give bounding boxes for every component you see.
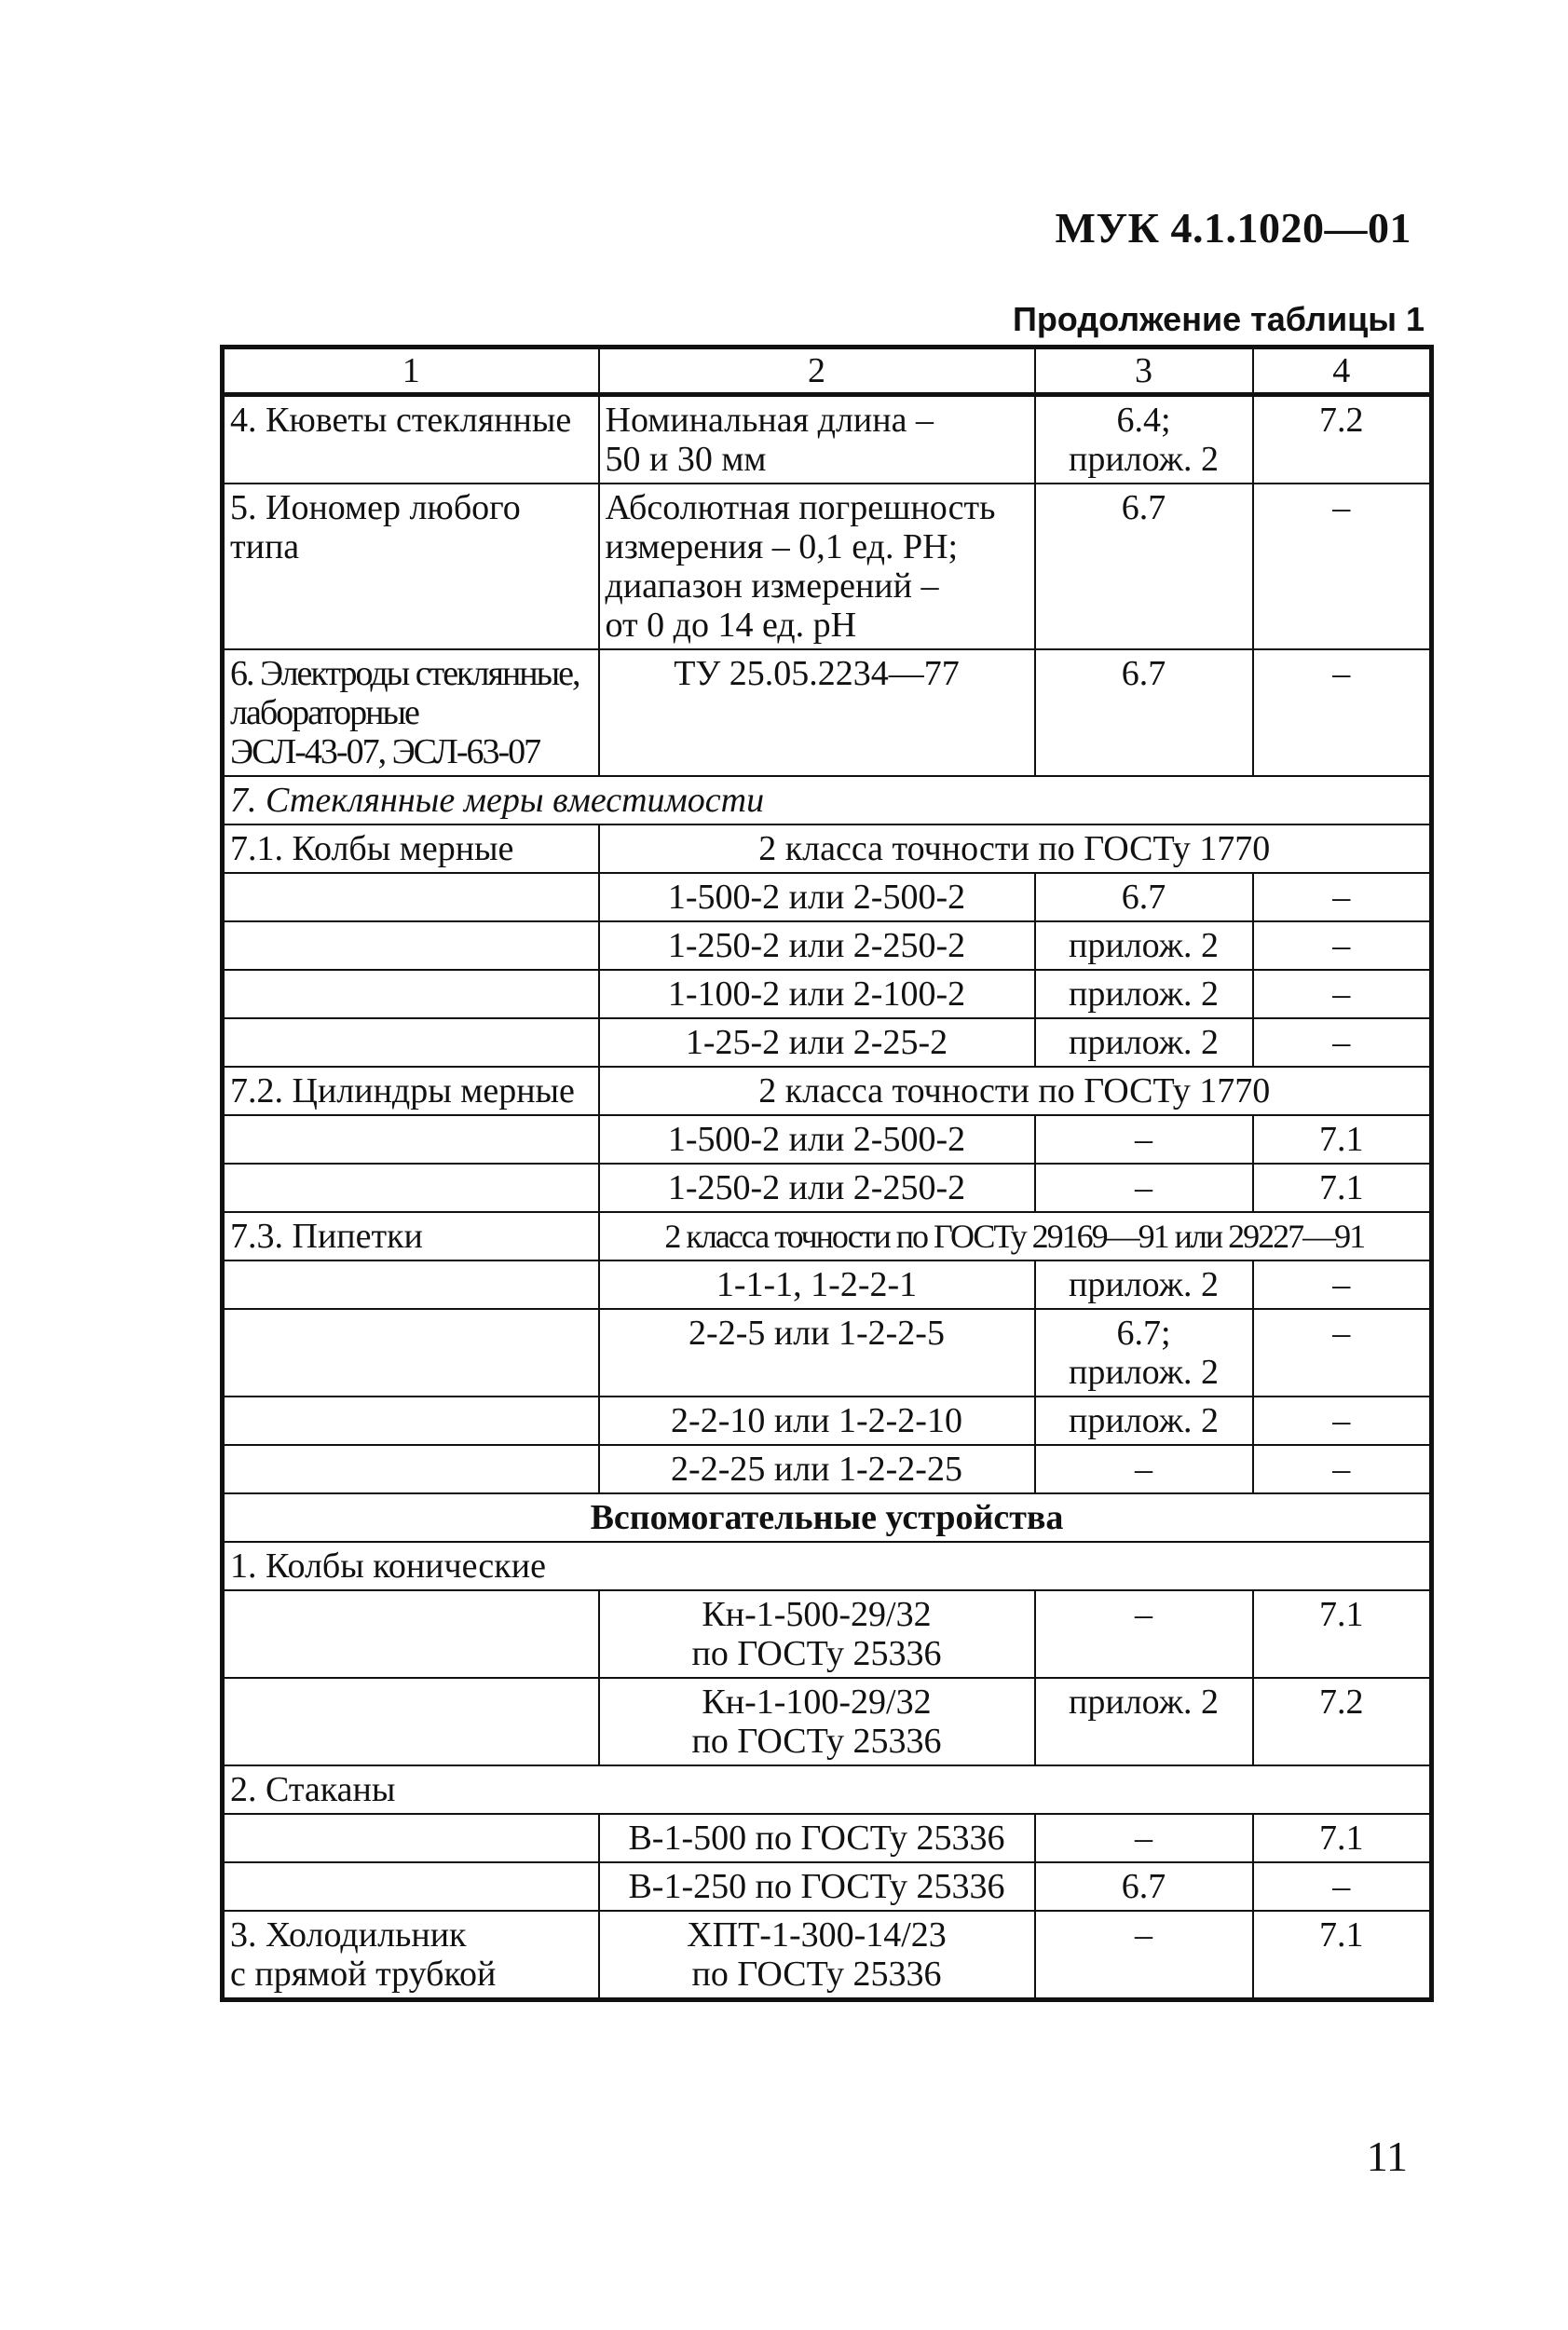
document-code: МУК 4.1.1020—01	[1055, 204, 1411, 252]
test-clause-cell: 6.7; прилож. 2	[1035, 1309, 1253, 1397]
table-row	[223, 1542, 1432, 1590]
specification-cell: Кн-1-500-29/32 по ГОСТу 25336	[599, 1590, 1035, 1678]
specification-cell: 1-500-2 или 2-500-2	[599, 1115, 1035, 1164]
test-clause-cell: прилож. 2	[1035, 1260, 1253, 1309]
method-clause-cell: 7.1	[1253, 1164, 1432, 1212]
specification-cell: 1-500-2 или 2-500-2	[599, 873, 1035, 921]
method-clause-cell: 7.1	[1253, 1590, 1432, 1678]
item-name-cell	[223, 1260, 599, 1309]
item-name-cell: 5. Иономер любого типа	[223, 484, 599, 649]
item-name-cell: 4. Кюветы стеклянные	[223, 395, 599, 484]
table-row	[223, 1911, 1432, 2000]
specification-cell: ХПТ-1-300-14/23 по ГОСТу 25336	[599, 1911, 1035, 2000]
item-name-cell	[223, 921, 599, 970]
test-clause-cell: 6.7	[1035, 484, 1253, 649]
method-clause-cell: –	[1253, 1260, 1432, 1309]
specification-cell: В-1-250 по ГОСТу 25336	[599, 1862, 1035, 1911]
test-clause-cell: –	[1035, 1445, 1253, 1493]
page-number: 11	[1366, 2132, 1408, 2180]
accuracy-class-cell: 2 класса точности по ГОСТу 29169—91 или 29227—91	[599, 1212, 1432, 1260]
test-clause-cell: прилож. 2	[1035, 970, 1253, 1018]
method-clause-cell: –	[1253, 921, 1432, 970]
accuracy-class-cell: 2 класса точности по ГОСТу 1770	[599, 824, 1432, 873]
group-title-cell: 2. Стаканы	[223, 1765, 1432, 1814]
item-name-cell	[223, 1862, 599, 1911]
specification-cell: Абсолютная погрешность измерения – 0,1 ед. PH; диапазон измерений – от 0 до 14 ед. pH	[599, 484, 1035, 649]
specification-cell: 2-2-25 или 1-2-2-25	[599, 1445, 1035, 1493]
method-clause-cell: –	[1253, 1018, 1432, 1067]
specification-cell: 2-2-5 или 1-2-2-5	[599, 1309, 1035, 1397]
item-name-cell: 7.2. Цилиндры мерные	[223, 1067, 599, 1115]
column-header-2: 2	[599, 347, 1035, 395]
specification-cell: Кн-1-100-29/32 по ГОСТу 25336	[599, 1678, 1035, 1765]
specification-cell: 1-100-2 или 2-100-2	[599, 970, 1035, 1018]
group-title-cell: 1. Колбы конические	[223, 1542, 1432, 1590]
table-row	[223, 1115, 1432, 1164]
specification-cell: 1-25-2 или 2-25-2	[599, 1018, 1035, 1067]
method-clause-cell: –	[1253, 649, 1432, 776]
table-row	[223, 484, 1432, 649]
method-clause-cell: 7.1	[1253, 1814, 1432, 1862]
method-clause-cell: –	[1253, 1397, 1432, 1445]
test-clause-cell: –	[1035, 1911, 1253, 2000]
table-row	[223, 1397, 1432, 1445]
table-row	[223, 1445, 1432, 1493]
table-header-row	[223, 347, 1432, 395]
item-name-cell: 7.1. Колбы мерные	[223, 824, 599, 873]
test-clause-cell: 6.7	[1035, 1862, 1253, 1911]
table-continuation-caption: Продолжение таблицы 1	[1012, 300, 1425, 338]
column-header-1: 1	[223, 347, 599, 395]
table-row	[223, 1590, 1432, 1678]
method-clause-cell: 7.1	[1253, 1911, 1432, 2000]
table-row	[223, 1067, 1432, 1115]
specification-cell: 1-250-2 или 2-250-2	[599, 921, 1035, 970]
item-name-cell	[223, 1678, 599, 1765]
table-row	[223, 1309, 1432, 1397]
table-row	[223, 1018, 1432, 1067]
table-row	[223, 921, 1432, 970]
test-clause-cell: 6.4; прилож. 2	[1035, 395, 1253, 484]
specification-cell: В-1-500 по ГОСТу 25336	[599, 1814, 1035, 1862]
test-clause-cell: –	[1035, 1115, 1253, 1164]
item-name-cell	[223, 1814, 599, 1862]
specification-cell: ТУ 25.05.2234—77	[599, 649, 1035, 776]
item-name-cell	[223, 1445, 599, 1493]
table-row	[223, 1678, 1432, 1765]
table-row	[223, 1260, 1432, 1309]
equipment-table	[220, 345, 1434, 2002]
method-clause-cell: 7.2	[1253, 1678, 1432, 1765]
table-row	[223, 873, 1432, 921]
table-row	[223, 1493, 1432, 1542]
item-name-cell	[223, 1397, 599, 1445]
specification-cell: 1-1-1, 1-2-2-1	[599, 1260, 1035, 1309]
method-clause-cell: 7.1	[1253, 1115, 1432, 1164]
test-clause-cell: –	[1035, 1814, 1253, 1862]
method-clause-cell: –	[1253, 1862, 1432, 1911]
test-clause-cell: прилож. 2	[1035, 1397, 1253, 1445]
table-row	[223, 1212, 1432, 1260]
test-clause-cell: 6.7	[1035, 873, 1253, 921]
item-name-cell	[223, 1164, 599, 1212]
table-row	[223, 1862, 1432, 1911]
method-clause-cell: –	[1253, 484, 1432, 649]
table-row	[223, 1814, 1432, 1862]
method-clause-cell: –	[1253, 1445, 1432, 1493]
test-clause-cell: прилож. 2	[1035, 1018, 1253, 1067]
item-name-cell	[223, 1309, 599, 1397]
item-name-cell: 6. Электроды стеклянные, лабораторные ЭСЛ-43-07, ЭСЛ-63-07	[223, 649, 599, 776]
item-name-cell: 7.3. Пипетки	[223, 1212, 599, 1260]
item-name-cell	[223, 1590, 599, 1678]
table-row	[223, 1765, 1432, 1814]
equipment-table-container	[220, 345, 1429, 2002]
table-row	[223, 824, 1432, 873]
table-row	[223, 395, 1432, 484]
specification-cell: 2-2-10 или 1-2-2-10	[599, 1397, 1035, 1445]
method-clause-cell: –	[1253, 1309, 1432, 1397]
item-name-cell	[223, 873, 599, 921]
test-clause-cell: –	[1035, 1164, 1253, 1212]
method-clause-cell: 7.2	[1253, 395, 1432, 484]
method-clause-cell: –	[1253, 970, 1432, 1018]
item-name-cell	[223, 1115, 599, 1164]
column-header-4: 4	[1253, 347, 1432, 395]
test-clause-cell: –	[1035, 1590, 1253, 1678]
table-row	[223, 776, 1432, 824]
item-name-cell: 3. Холодильник с прямой трубкой	[223, 1911, 599, 2000]
item-name-cell	[223, 1018, 599, 1067]
section-title-cell: 7. Стеклянные меры вместимости	[223, 776, 1432, 824]
test-clause-cell: прилож. 2	[1035, 921, 1253, 970]
table-row	[223, 1164, 1432, 1212]
specification-cell: Номинальная длина – 50 и 30 мм	[599, 395, 1035, 484]
table-row	[223, 649, 1432, 776]
column-header-3: 3	[1035, 347, 1253, 395]
table-row	[223, 970, 1432, 1018]
section-heading-cell: Вспомогательные устройства	[223, 1493, 1432, 1542]
accuracy-class-cell: 2 класса точности по ГОСТу 1770	[599, 1067, 1432, 1115]
test-clause-cell: прилож. 2	[1035, 1678, 1253, 1765]
specification-cell: 1-250-2 или 2-250-2	[599, 1164, 1035, 1212]
item-name-cell	[223, 970, 599, 1018]
test-clause-cell: 6.7	[1035, 649, 1253, 776]
method-clause-cell: –	[1253, 873, 1432, 921]
